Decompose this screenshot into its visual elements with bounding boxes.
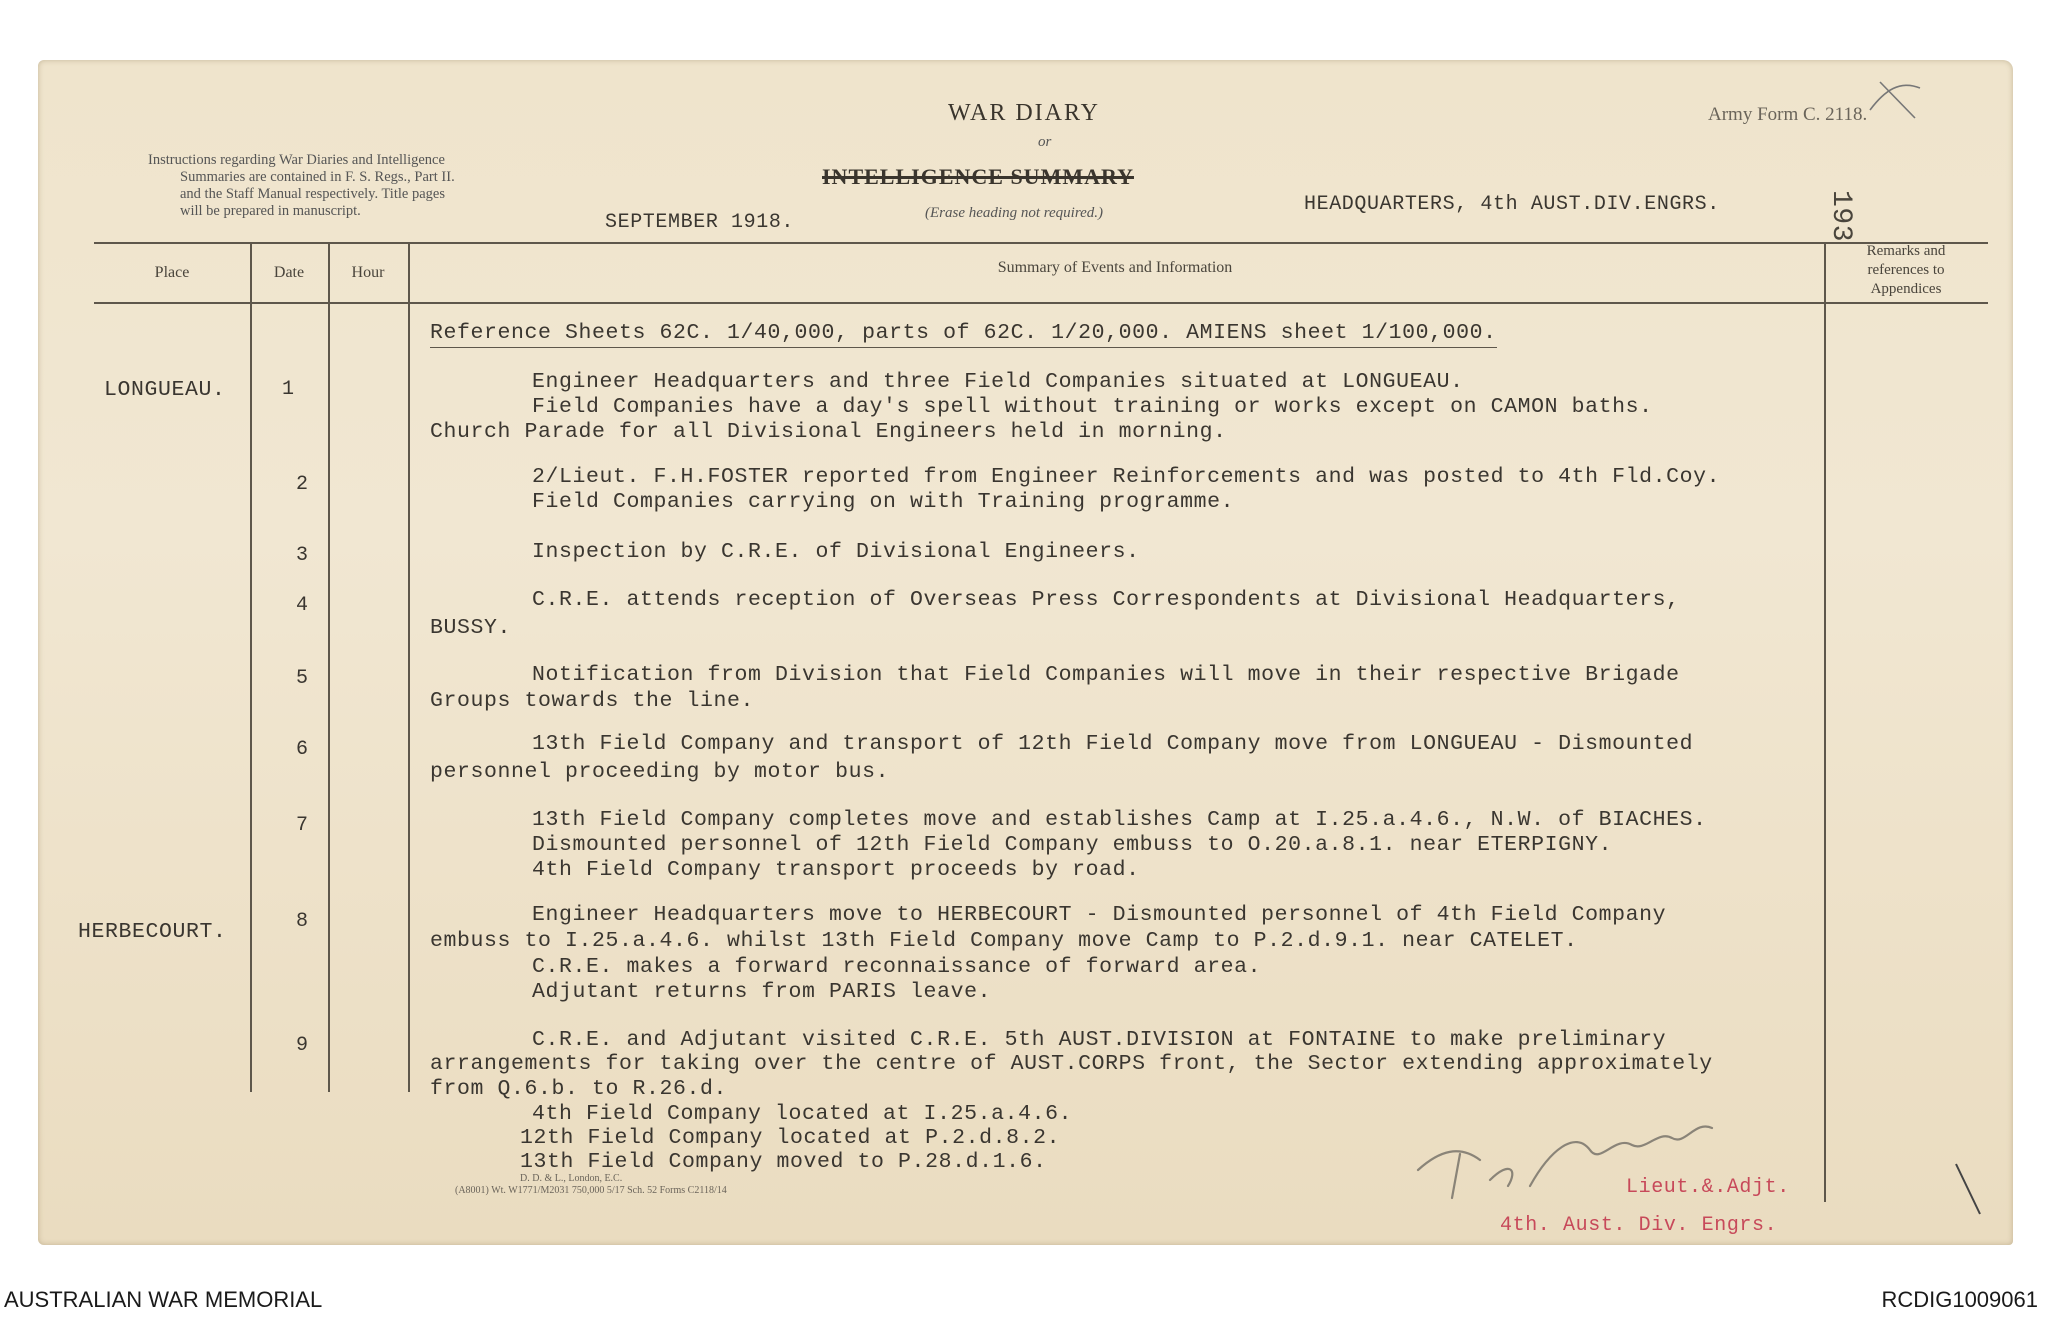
entry-line: Adjutant returns from PARIS leave. [532,980,992,1004]
header-bottom-rule [94,302,1988,304]
signatory-unit: 4th. Aust. Div. Engrs. [1500,1214,1778,1237]
entry-line: 4th Field Company transport proceeds by road. [532,858,1140,882]
entry-line: C.R.E. attends reception of Overseas Press Correspondents at Divisional Headquarters, [532,588,1680,612]
date-cell: 9 [295,1034,308,1057]
entry-line: 4th Field Company located at I.25.a.4.6. [532,1102,1073,1126]
date-cell: 4 [295,594,308,617]
title-or: or [1038,134,1052,150]
erase-note: (Erase heading not required.) [925,205,1104,221]
column-header-place: Place [154,264,190,281]
remarks-line: references to [1867,262,1945,278]
page-number: 193 [1825,190,1856,243]
entry-line: Field Companies carrying on with Training programme. [532,490,1235,514]
instructions-line: and the Staff Manual respectively. Title pages [180,186,445,202]
remarks-line: Remarks and [1866,243,1946,259]
place-herbecourt: HERBECOURT. [78,920,227,944]
printer-imprint: D. D. & L., London, E.C. [520,1173,623,1184]
page-title: WAR DIARY [948,100,1101,126]
place-longueau: LONGUEAU. [104,378,226,402]
instructions-line: Instructions regarding War Diaries and Intelligence [148,152,445,168]
entry-line: C.R.E. and Adjutant visited C.R.E. 5th AUST.DIVISION at FONTAINE to make preliminary [532,1028,1667,1052]
instructions-line: will be prepared in manuscript. [180,203,361,219]
column-divider [408,242,410,1092]
entry-line: Church Parade for all Divisional Engineers held in morning. [430,420,1227,444]
instructions-block [148,152,455,220]
pencil-mark-icon [1860,70,1940,130]
entry-line: C.R.E. makes a forward reconnaissance of forward area. [532,955,1262,979]
entry-line: Field Companies have a day's spell without training or works except on CAMON baths. [532,395,1653,419]
unit-heading: HEADQUARTERS, 4th AUST.DIV.ENGRS. [1304,193,1720,216]
entry-line: 13th Field Company moved to P.28.d.1.6. [520,1150,1047,1174]
entry-line: from Q.6.b. to R.26.d. [430,1077,728,1101]
footer-record-id: RCDIG1009061 [1881,1287,2038,1312]
entry-line: 13th Field Company completes move and establishes Camp at I.25.a.4.6., N.W. of BIACHES. [532,808,1707,832]
entry-line: 12th Field Company located at P.2.d.8.2. [520,1126,1061,1150]
column-divider [250,242,252,1092]
header-top-rule [94,242,1988,244]
entry-line: BUSSY. [430,616,512,640]
entry-line: arrangements for taking over the centre of AUST.CORPS front, the Sector extending approximately [430,1052,1713,1076]
date-cell: 8 [295,910,308,933]
reference-sheets: Reference Sheets 62C. 1/40,000, parts of 62C. 1/20,000. AMIENS sheet 1/100,000. [430,321,1497,348]
date-cell: 2 [295,473,308,496]
entry-line: Notification from Division that Field Companies will move in their respective Brigade [532,663,1680,687]
signatory-rank: Lieut.&.Adjt. [1626,1176,1790,1199]
date-cell: 5 [295,667,308,690]
entry-line: 13th Field Company and transport of 12th Field Company move from LONGUEAU - Dismounted [532,732,1694,756]
entry-line: Engineer Headquarters and three Field Companies situated at LONGUEAU. [532,370,1464,394]
entry-line: personnel proceeding by motor bus. [430,760,890,784]
date-cell: 1 [281,378,294,401]
column-header-date: Date [273,264,305,281]
entry-line: Inspection by C.R.E. of Divisional Engineers. [532,540,1140,564]
footer-source: AUSTRALIAN WAR MEMORIAL [4,1287,323,1312]
pencil-tick-icon [1950,1160,1990,1220]
entry-line: embuss to I.25.a.4.6. whilst 13th Field Company move Camp to P.2.d.9.1. near CATELET. [430,929,1578,953]
struck-title: INTELLIGENCE SUMMARY [822,164,1134,189]
entry-line: Dismounted personnel of 12th Field Company embuss to O.20.a.8.1. near ETERPIGNY. [532,833,1613,857]
column-header-remarks [1826,242,1986,299]
army-form-label: Army Form C. 2118. [1708,104,1868,125]
column-header-summary: Summary of Events and Information [997,259,1233,276]
instructions-line: Summaries are contained in F. S. Regs., Part II. [180,169,455,185]
diary-month: SEPTEMBER 1918. [605,211,795,234]
column-header-hour: Hour [351,264,385,281]
entry-line: Engineer Headquarters move to HERBECOURT - Dismounted personnel of 4th Field Company [532,903,1667,927]
date-cell: 7 [295,814,308,837]
remarks-line: Appendices [1870,281,1942,297]
date-cell: 3 [295,544,308,567]
entry-line: 2/Lieut. F.H.FOSTER reported from Engineer Reinforcements and was posted to 4th Fld.Coy. [532,465,1721,489]
printer-imprint: (A8001) Wt. W1771/M2031 750,000 5/17 Sch. 52 Forms C2118/14 [455,1185,727,1196]
column-divider [1824,242,1826,1202]
entry-line: Groups towards the line. [430,689,755,713]
date-cell: 6 [295,738,308,761]
